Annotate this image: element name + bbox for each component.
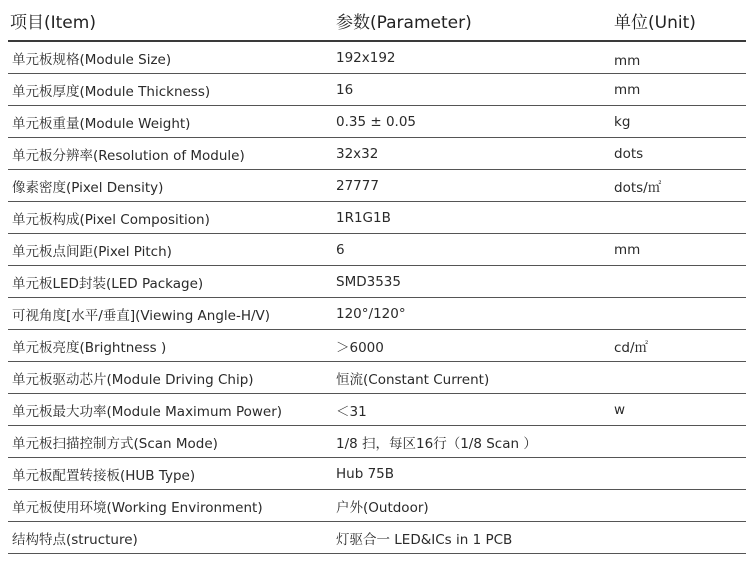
table-row [8, 202, 746, 234]
table-row [8, 394, 746, 426]
row-parameter: 120°/120° [336, 305, 406, 322]
table-row [8, 330, 746, 362]
row-item: 单元板最大功率(Module Maximum Power) [12, 403, 283, 420]
row-parameter: 0.35 ± 0.05 [336, 113, 417, 130]
row-parameter: Hub 75B [336, 465, 395, 482]
header-unit: 单位(Unit) [614, 12, 696, 33]
row-unit: cd/㎡ [614, 339, 649, 356]
table-row [8, 234, 746, 266]
row-item: 单元板亮度(Brightness ) [12, 339, 167, 356]
row-parameter: 户外(Outdoor) [336, 499, 429, 516]
table-row [8, 74, 746, 106]
row-item: 单元板重量(Module Weight) [12, 115, 191, 132]
row-parameter: SMD3535 [336, 273, 401, 290]
row-parameter: 192x192 [336, 49, 396, 66]
row-unit: dots/㎡ [614, 179, 662, 196]
table-row [8, 490, 746, 522]
row-item: 单元板构成(Pixel Composition) [12, 211, 210, 228]
table-row [8, 522, 746, 554]
row-item: 单元板厚度(Module Thickness) [12, 83, 211, 100]
table-row [8, 138, 746, 170]
table-row [8, 42, 746, 74]
row-item: 像素密度(Pixel Density) [12, 179, 164, 196]
row-parameter: 1/8 扫，每区16行（1/8 Scan ） [336, 435, 537, 452]
table-row [8, 266, 746, 298]
table-row [8, 362, 746, 394]
row-item: 单元板规格(Module Size) [12, 51, 172, 68]
row-parameter: 27777 [336, 177, 379, 194]
row-parameter: 1R1G1B [336, 209, 391, 226]
row-parameter: 16 [336, 81, 354, 98]
row-parameter: ＜31 [336, 403, 367, 420]
row-unit: dots [614, 145, 644, 162]
row-parameter: 恒流(Constant Current) [336, 371, 490, 388]
row-parameter: 6 [336, 241, 345, 258]
row-item: 单元板使用环境(Working Environment) [12, 499, 263, 516]
row-item: 单元板驱动芯片(Module Driving Chip) [12, 371, 254, 388]
row-item: 单元板扫描控制方式(Scan Mode) [12, 435, 218, 452]
table-row [8, 106, 746, 138]
row-unit: mm [614, 241, 641, 258]
row-item: 单元板点间距(Pixel Pitch) [12, 243, 172, 260]
row-unit: mm [614, 81, 641, 98]
row-item: 结构特点(structure) [12, 531, 138, 548]
table-row [8, 170, 746, 202]
table-header [8, 0, 746, 42]
header-parameter: 参数(Parameter) [336, 12, 472, 33]
row-parameter: 灯驱合一 LED&ICs in 1 PCB [336, 531, 513, 548]
row-parameter: ＞6000 [336, 339, 384, 356]
row-item: 单元板分辨率(Resolution of Module) [12, 147, 245, 164]
row-unit: mm [614, 52, 641, 69]
row-unit: kg [614, 113, 631, 130]
row-item: 单元板LED封装(LED Package) [12, 275, 204, 292]
table-row [8, 426, 746, 458]
row-item: 可视角度[水平/垂直](Viewing Angle-H/V) [12, 307, 271, 324]
header-item: 项目(Item) [10, 12, 96, 33]
table-row [8, 458, 746, 490]
table-row [8, 298, 746, 330]
row-item: 单元板配置转接板(HUB Type) [12, 467, 196, 484]
row-unit: w [614, 401, 626, 418]
row-parameter: 32x32 [336, 145, 379, 162]
